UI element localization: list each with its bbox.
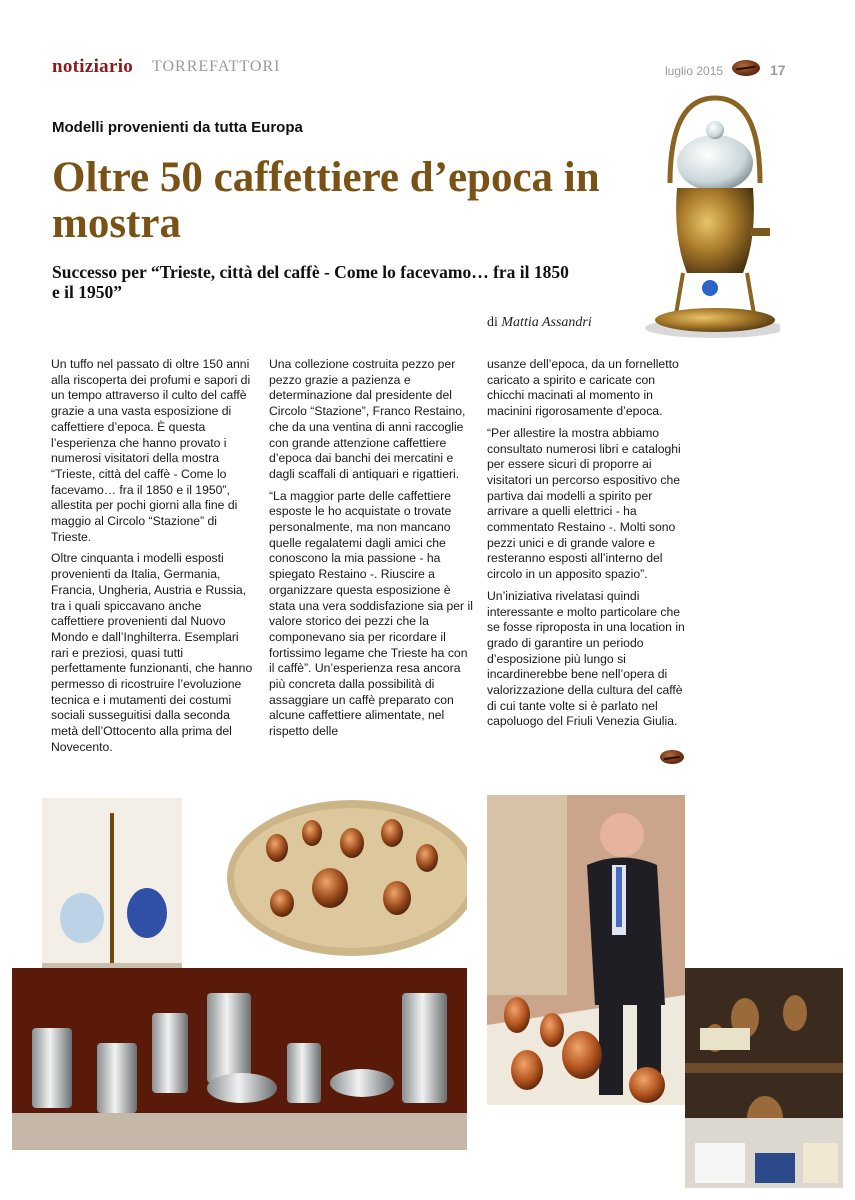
page-number: 17	[770, 62, 786, 78]
article-byline	[487, 315, 592, 331]
article-kicker: Modelli provenienti da tutta Europa	[52, 119, 303, 136]
issue-date: luglio 2015	[665, 64, 724, 78]
exhibition-display-case-photo	[685, 968, 843, 1188]
paragraph: Un tuffo nel passato di oltre 150 anni alla riscoperta dei profumi e sapori di un tempo attraverso il culto del caffè grazie a una vasta esposizione di caffettiere d’epoca. È questa l’esperienza che hanno provato i numerosi visitatori della mostra “Trieste, città del caffè - Come lo facevamo… fra il 1850 e il 1950”, allestita per pochi giorni alla fine di maggio al Circolo “Stazione” di Trieste.	[51, 357, 251, 544]
byline-prefix: di	[487, 315, 498, 330]
paragraph: “La maggior parte delle caffettiere esposte le ho acquistate o trovate personalmente, ma non mancano quelle regalatemi dagli amici che conoscono la mia passione - ha spiegato Restaino -. Riuscire a organizzare questa esposizione è stata una vera soddisfazione sia per il valore storico dei pezzi che la componevano sia per ricordare il fortissimo legame che Trieste ha con il caffè”. Un’esperienza resa ancora più concreta dalla possibilità di assaggiare un caffè preparato con alcune caffettiere alimentate, nel rispetto delle	[269, 488, 473, 739]
brand-primary: notiziario	[52, 56, 134, 77]
coffee-pot-collection-collage-photo	[12, 788, 467, 1150]
brand-secondary: TORREFATTORI	[152, 58, 281, 75]
paragraph: usanze dell’epoca, da un fornelletto caricato a spirito e caricate con chicchi macinati al momento in macinini rigorosamente d’epoca.	[487, 357, 679, 419]
paragraph: Una collezione costruita pezzo per pezzo grazie a pazienza e determinazione dal presidente del Circolo “Stazione”, Franco Restaino, che da una ventina di anni raccoglie con grande attenzione caffettiere d’epoca dai banchi dei mercatini e dagli scaffali di antiquari e rigattieri.	[269, 357, 466, 481]
end-mark-coffee-bean-icon	[660, 750, 684, 764]
article-subtitle: Successo per “Trieste, città del caffè - Come lo facevamo… fra il 1850 e il 1950”	[52, 262, 569, 302]
coffee-bean-icon	[732, 60, 760, 76]
article-headline: Oltre 50 caffettiere d’epoca in mostra	[52, 154, 600, 247]
paragraph: “Per allestire la mostra abbiamo consultato numerosi libri e cataloghi per essere sicuri di proporre ai visitatori un percorso espositivo che partiva dai modelli a spirito per arrivare a quelli elettrici - ha commentato Restaino -. Molti sono pezzi unici e di grande valore e resteranno esposti all’interno del circolo in un apposito spazio”.	[487, 425, 681, 582]
article-column-2	[269, 357, 474, 746]
paragraph: Oltre cinquanta i modelli esposti provenienti da Italia, Germania, Francia, Ungheria, Austria e Russia, tra i quali spiccavano anche caffettiere provenienti dal Nuovo Mondo e dall’Inghilterra. Esemplari rari e preziosi, quasi tutti perfettamente funzionanti, che hanno permesso di ricostruire l’evoluzione tecnica e i mutamenti dei costumi sociali susseguitisi dalla seconda metà dell’Ottocento alla prima del Novecento.	[51, 551, 253, 754]
page-header	[52, 56, 802, 82]
franco-restaino-at-exhibition-photo	[487, 795, 685, 1105]
article-column-1	[51, 357, 255, 762]
byline-author: Mattia Assandri	[501, 315, 592, 330]
paragraph: Un’iniziativa rivelatasi quindi interessante e molto particolare che se fosse riproposta in una location in grado di garantire un periodo d’esposizione più lungo si incardinerebbe bene nell’opera di valorizzazione della cultura del caffè di cui tante volte si è parlato nel capoluogo del Friuli Venezia Giulia.	[487, 588, 685, 729]
antique-coffee-urn-photo	[615, 88, 780, 348]
article-column-3	[487, 357, 692, 736]
